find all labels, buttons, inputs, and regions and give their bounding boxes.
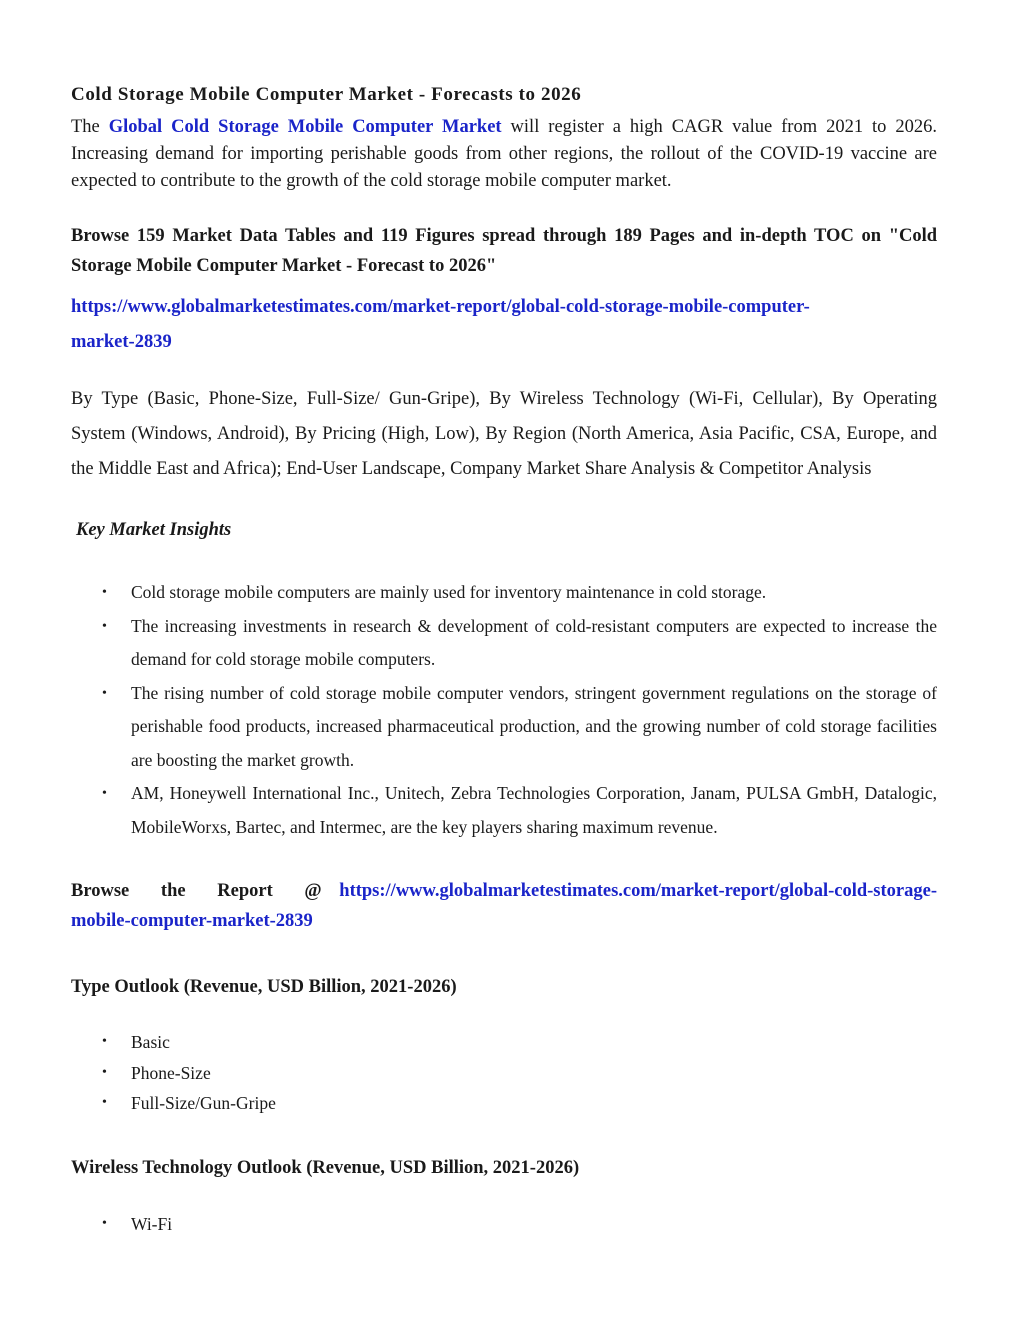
insight-text: Cold storage mobile computers are mainly used for inventory maintenance in cold storage. [131,582,767,602]
insight-text: The rising number of cold storage mobile computer vendors, stringent government regulations on the storage of perishable food products, increased pharmaceutical production, and the growing number of cold storage facilities are boosting the market growth. [131,682,937,770]
bullet-icon: • [102,1064,107,1080]
bullet-icon: • [102,585,107,600]
key-insights-heading: Key Market Insights [76,520,232,540]
list-item [71,1058,937,1089]
type-outlook-heading: Type Outlook (Revenue, USD Billion, 2021-2026) [71,977,457,997]
list-item [71,1088,937,1119]
type-item: Full-Size/Gun-Gripe [131,1093,276,1113]
document-page [71,80,937,1239]
wireless-outlook-heading: Wireless Technology Outlook (Revenue, USD Billion, 2021-2026) [71,1157,580,1178]
insights-list [71,576,937,844]
wireless-item: Wi-Fi [131,1213,173,1234]
bullet-icon: • [102,1215,107,1231]
global-market-link[interactable]: Global Cold Storage Mobile Computer Market [108,117,502,137]
bullet-icon: • [102,618,107,634]
type-item: Basic [131,1032,170,1052]
report-scope-paragraph: By Type (Basic, Phone-Size, Full-Size/ Gun-Gripe), By Wireless Technology (Wi-Fi, Cellular), By Operating System (Windows, Android), By Pricing (High, Low), By Region (North America, Asia Pacific, CSA, Europe, and the Middle East and Africa); End-User Landscape, Company Market Share Analysis & Competitor Analysis [71,389,937,479]
report-url-line-1[interactable]: https://www.globalmarketestimates.com/market-report/global-cold-storage-mobile-computer- [71,297,810,317]
bullet-icon: • [102,685,107,701]
type-item: Phone-Size [131,1062,211,1083]
list-item [71,677,937,778]
intro-paragraph [71,114,937,195]
bullet-icon: • [102,786,107,801]
browse-report-url-part-1[interactable]: https://www.globalmarketestimates.com/market-report/global-cold-storage- [339,881,937,901]
browse-report-url-part-2[interactable]: mobile-computer-market-2839 [71,911,313,931]
bullet-icon: • [102,1095,107,1110]
browse-report-line [71,876,937,936]
list-item [71,610,937,677]
browse-report-lead: Browse the Report @ [71,881,322,901]
wireless-outlook-list [71,1209,937,1240]
report-url-link[interactable] [71,290,937,360]
list-item [71,777,937,844]
type-outlook-list [71,1027,937,1119]
list-item [71,576,937,610]
list-item [71,1209,937,1240]
document-title: Cold Storage Mobile Computer Market - Forecasts to 2026 [71,84,582,105]
report-url-line-2[interactable]: market-2839 [71,332,172,352]
bullet-icon: • [102,1034,107,1049]
list-item [71,1027,937,1058]
insight-text: AM, Honeywell International Inc., Unitech, Zebra Technologies Corporation, Janam, PULSA GmbH, Datalogic, MobileWorxs, Bartec, and Intermec, are the key players sharing maximum revenue. [131,783,937,837]
intro-prefix: The [71,117,109,137]
insight-text: The increasing investments in research & development of cold-resistant computers are expected to increase the demand for cold storage mobile computers. [131,615,937,669]
intro-suffix: will register a high CAGR value from 2021 to 2026. Increasing demand for importing perishable goods from other regions, the rollout of the COVID-19 vaccine are expected to contribute to the growth of the cold storage mobile computer market. [71,117,938,191]
browse-tables-heading: Browse 159 Market Data Tables and 119 Figures spread through 189 Pages and in-depth TOC on "Cold Storage Mobile Computer Market - Forecast to 2026" [71,226,937,276]
